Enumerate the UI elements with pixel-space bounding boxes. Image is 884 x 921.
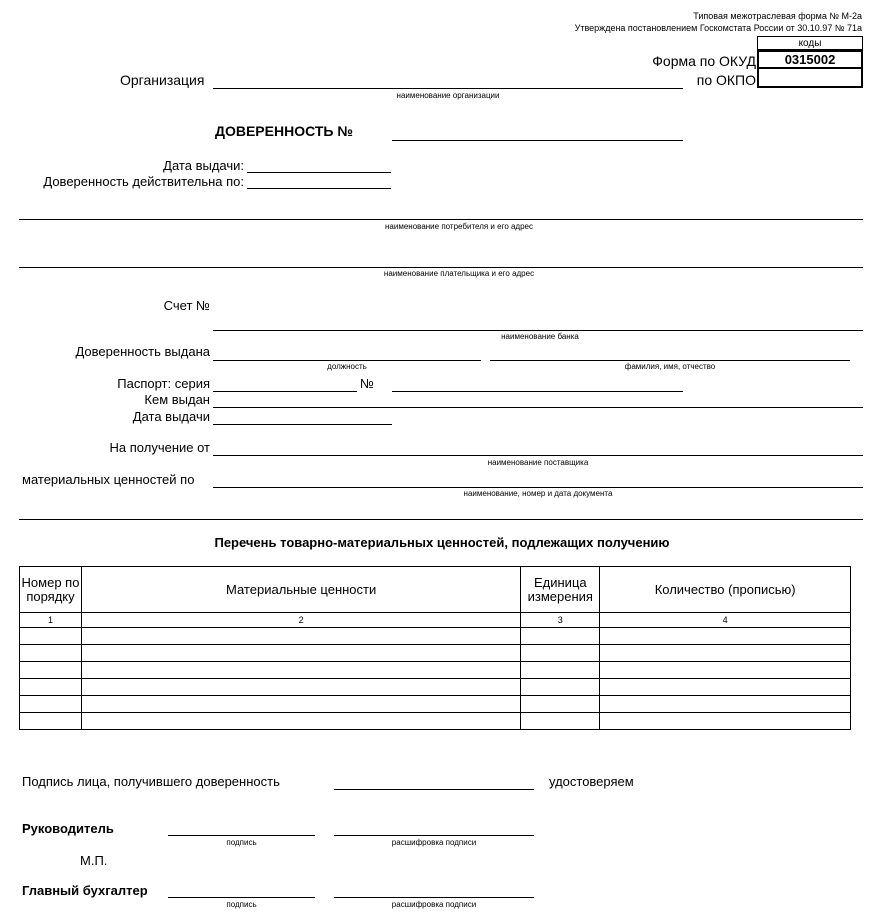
position-field[interactable]: [213, 360, 481, 361]
head-signature-field[interactable]: [168, 835, 315, 836]
table-cell[interactable]: [81, 696, 520, 713]
bank-caption: наименование банка: [501, 332, 579, 341]
document-field[interactable]: [213, 487, 863, 488]
organization-caption: наименование организации: [396, 91, 500, 100]
table-row: [20, 628, 851, 645]
accountant-decode-caption: расшифровка подписи: [391, 900, 477, 909]
codes-header: коды: [757, 36, 863, 50]
accountant-sign-caption: подпись: [226, 900, 257, 909]
okpo-label: по ОКПО: [696, 72, 756, 88]
table-cell[interactable]: [600, 713, 851, 730]
table-row: [20, 713, 851, 730]
consumer-field[interactable]: [19, 219, 863, 220]
document-caption: наименование, номер и дата документа: [463, 489, 613, 498]
col-number: 3: [521, 613, 600, 628]
values-by-label: материальных ценностей по: [22, 472, 195, 487]
list-title: Перечень товарно-материальных ценностей, подлежащих получению: [214, 535, 670, 550]
extra-field[interactable]: [19, 519, 863, 520]
stamp-label: М.П.: [80, 853, 108, 868]
table-row: [20, 645, 851, 662]
recipient-signature-label: Подпись лица, получившего доверенность: [22, 774, 280, 789]
accountant-label: Главный бухгалтер: [22, 883, 148, 898]
table-cell[interactable]: [521, 662, 600, 679]
supplier-field[interactable]: [213, 455, 863, 456]
table-cell[interactable]: [20, 679, 82, 696]
table-cell[interactable]: [521, 696, 600, 713]
document-number-field[interactable]: [392, 140, 683, 141]
head-sign-caption: подпись: [226, 838, 257, 847]
head-label: Руководитель: [22, 821, 114, 836]
payer-caption: наименование плательщика и его адрес: [383, 269, 535, 278]
col-number: 4: [600, 613, 851, 628]
head-decode-caption: расшифровка подписи: [391, 838, 477, 847]
col-header-unit: Единица измерения: [521, 567, 600, 613]
certify-text: удостоверяем: [549, 774, 634, 789]
account-label: Счет №: [163, 298, 210, 313]
table-cell[interactable]: [20, 645, 82, 662]
col-number: 2: [81, 613, 520, 628]
approval-note: Утверждена постановлением Госкомстата России от 30.10.97 № 71а: [574, 23, 862, 33]
codes-box: [757, 36, 863, 88]
okud-code[interactable]: 0315002: [757, 50, 863, 69]
okud-label: Форма по ОКУД: [652, 53, 756, 69]
table-header-row: [20, 567, 851, 613]
issue-date-label: Дата выдачи:: [163, 158, 244, 173]
col-number: 1: [20, 613, 82, 628]
supplier-caption: наименование поставщика: [487, 458, 589, 467]
table-row: [20, 662, 851, 679]
full-name-field[interactable]: [490, 360, 850, 361]
issue-date-field[interactable]: [247, 172, 391, 173]
table-cell[interactable]: [521, 628, 600, 645]
column-number-row: [20, 613, 851, 628]
table-cell[interactable]: [81, 679, 520, 696]
valid-until-field[interactable]: [247, 188, 391, 189]
position-caption: должность: [327, 362, 367, 371]
table-cell[interactable]: [521, 645, 600, 662]
document-title: ДОВЕРЕННОСТЬ №: [215, 123, 353, 139]
head-decode-field[interactable]: [334, 835, 534, 836]
passport-series-label: Паспорт: серия: [117, 376, 210, 391]
table-cell[interactable]: [81, 713, 520, 730]
form-type: Типовая межотраслевая форма № М-2а: [693, 11, 862, 21]
accountant-decode-field[interactable]: [334, 897, 534, 898]
issued-by-field[interactable]: [213, 407, 863, 408]
accountant-signature-field[interactable]: [168, 897, 315, 898]
table-cell[interactable]: [521, 713, 600, 730]
issued-by-label: Кем выдан: [144, 392, 210, 407]
table-cell[interactable]: [521, 679, 600, 696]
table-row: [20, 679, 851, 696]
table-cell[interactable]: [600, 679, 851, 696]
col-header-number: Номер по порядку: [20, 567, 82, 613]
passport-number-field[interactable]: [392, 391, 683, 392]
table-cell[interactable]: [20, 696, 82, 713]
table-cell[interactable]: [20, 662, 82, 679]
table-cell[interactable]: [20, 628, 82, 645]
issued-to-label: Доверенность выдана: [75, 344, 210, 359]
table-cell[interactable]: [600, 662, 851, 679]
passport-date-field[interactable]: [213, 424, 392, 425]
passport-date-label: Дата выдачи: [132, 409, 210, 424]
col-header-values: Материальные ценности: [81, 567, 520, 613]
table-row: [20, 696, 851, 713]
passport-series-field[interactable]: [213, 391, 357, 392]
consumer-caption: наименование потребителя и его адрес: [385, 222, 533, 231]
okpo-code[interactable]: [757, 69, 863, 88]
passport-number-label: №: [360, 376, 374, 391]
table-cell[interactable]: [81, 662, 520, 679]
table-cell[interactable]: [81, 628, 520, 645]
payer-field[interactable]: [19, 267, 863, 268]
valid-until-label: Доверенность действительна по:: [43, 174, 244, 189]
table-cell[interactable]: [600, 628, 851, 645]
items-table: [19, 566, 851, 730]
receive-from-label: На получение от: [109, 440, 210, 455]
col-header-quantity: Количество (прописью): [600, 567, 851, 613]
full-name-caption: фамилия, имя, отчество: [624, 362, 716, 371]
organization-field[interactable]: [213, 88, 683, 89]
table-cell[interactable]: [600, 696, 851, 713]
table-cell[interactable]: [81, 645, 520, 662]
recipient-signature-field[interactable]: [334, 789, 534, 790]
table-cell[interactable]: [600, 645, 851, 662]
bank-field[interactable]: [213, 330, 863, 331]
table-cell[interactable]: [20, 713, 82, 730]
organization-label: Организация: [120, 72, 205, 88]
